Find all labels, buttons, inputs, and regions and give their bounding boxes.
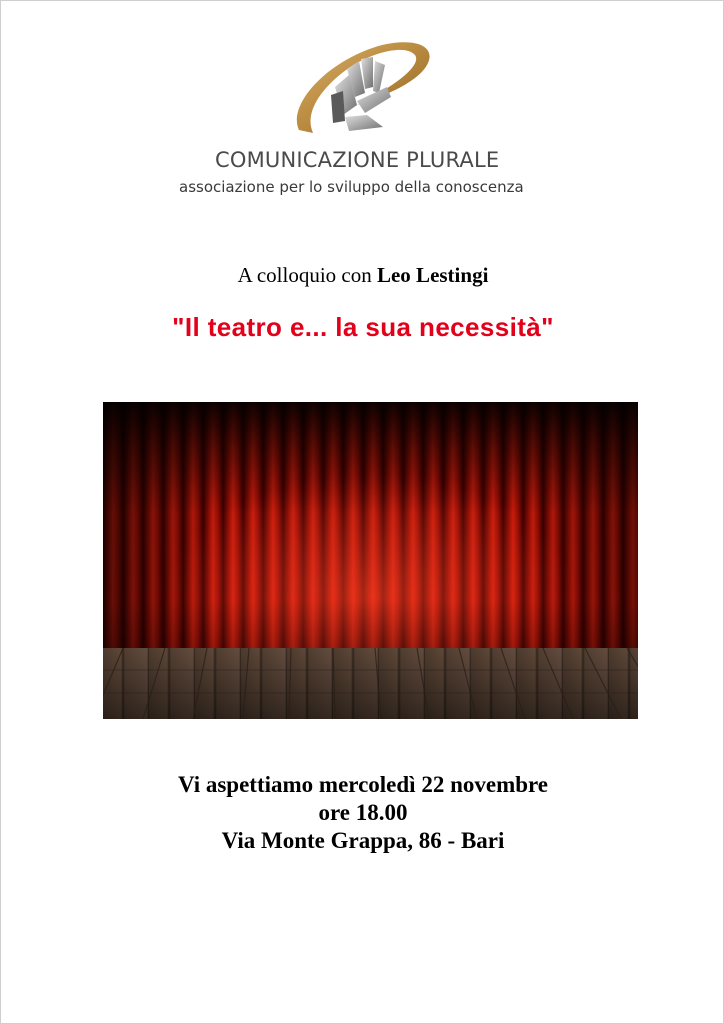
event-address: Via Monte Grappa, 86 - Bari: [221, 828, 505, 853]
intro-line: [1, 263, 724, 288]
event-details: [1, 771, 724, 855]
theater-stage-image: [103, 402, 638, 719]
event-date: Vi aspettiamo mercoledì 22 novembre: [177, 772, 549, 797]
floor-planks: [103, 648, 638, 719]
association-logo: [179, 35, 545, 203]
curtain-shading: [103, 402, 638, 650]
logo-title: COMUNICAZIONE PLURALE: [215, 148, 500, 172]
event-title: "Il teatro e... la sua necessità": [172, 312, 554, 342]
speaker-name: Leo Lestingi: [376, 263, 489, 287]
event-time: ore 18.00: [318, 800, 408, 825]
intro-prefix: A colloquio con: [237, 263, 372, 287]
logo-subtitle: associazione per lo sviluppo della conoscenza: [179, 178, 524, 196]
association-logo-icon: [287, 35, 437, 145]
